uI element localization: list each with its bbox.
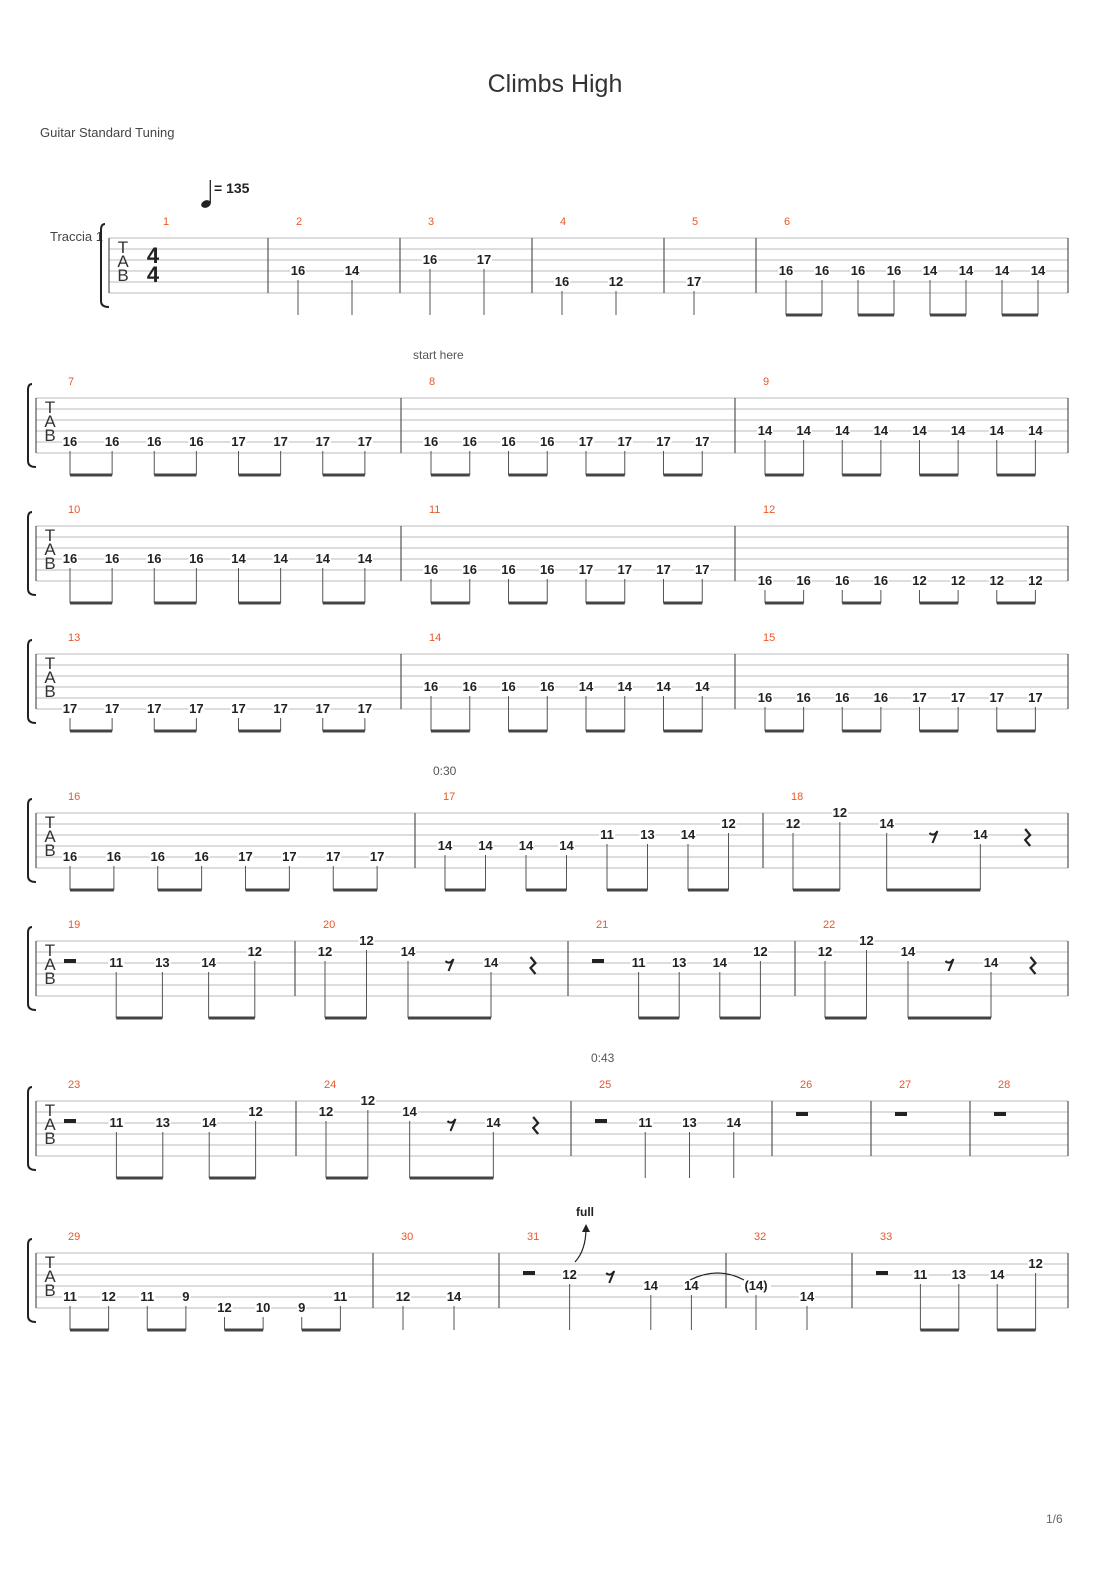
tab-system — [101, 216, 1068, 315]
fret-number: 14 — [900, 944, 916, 959]
tab-clef-letter: B — [44, 1129, 56, 1148]
fret-number: 14 — [437, 838, 453, 853]
fret-number: 16 — [423, 562, 439, 577]
fret-number: 16 — [147, 551, 162, 566]
measure-number: 7 — [68, 376, 75, 388]
quarter-rest-icon — [1031, 957, 1036, 974]
tab-clef-letter: B — [44, 1281, 56, 1300]
tab-clef-letter: A — [44, 1115, 56, 1134]
fret-number: 17 — [686, 274, 702, 289]
fret-number: 16 — [189, 434, 204, 449]
tab-clef-letter: A — [117, 252, 129, 271]
fret-number: 17 — [231, 701, 246, 716]
measure-number: 5 — [692, 216, 699, 228]
fret-number: 12 — [318, 1104, 334, 1119]
fret-number: 14 — [344, 263, 360, 278]
fret-number: 17 — [326, 849, 341, 864]
fret-number: 16 — [501, 434, 516, 449]
fret-number: 14 — [983, 955, 999, 970]
fret-number: 17 — [238, 849, 253, 864]
rest-icon — [796, 1112, 808, 1116]
fret-number: 14 — [796, 423, 811, 438]
fret-number: 16 — [835, 690, 850, 705]
fret-number: 14 — [799, 1289, 815, 1304]
fret-number: 14 — [989, 1267, 1005, 1282]
measure-number: 27 — [899, 1079, 912, 1091]
tab-clef-letter: T — [44, 1101, 56, 1120]
tab-clef-letter: B — [44, 426, 56, 445]
rest-icon — [994, 1112, 1006, 1116]
fret-number: 13 — [155, 955, 170, 970]
measure-number: 33 — [880, 1231, 893, 1243]
fret-number: 16 — [290, 263, 306, 278]
measure-number: 12 — [763, 504, 776, 516]
tab-system — [28, 632, 1068, 731]
fret-number: (14) — [744, 1278, 768, 1293]
start-here-annotation: start here — [413, 348, 464, 362]
fret-number: 16 — [835, 573, 850, 588]
fret-number: 12 — [317, 944, 333, 959]
fret-number: 14 — [400, 944, 416, 959]
tab-clef-letter: A — [44, 668, 56, 687]
fret-number: 14 — [315, 551, 330, 566]
measure-number: 23 — [68, 1079, 81, 1091]
measure-number: 9 — [763, 376, 770, 388]
fret-number: 11 — [600, 827, 614, 842]
tab-clef-letter: A — [44, 827, 56, 846]
eighth-rest-icon — [930, 831, 938, 843]
fret-number: 12 — [832, 805, 848, 820]
fret-number: 12 — [989, 573, 1004, 588]
tab-clef-letter: T — [44, 526, 56, 545]
fret-number: 17 — [989, 690, 1004, 705]
fret-number: 14 — [922, 263, 938, 278]
fret-number: 14 — [578, 679, 594, 694]
measure-number: 2 — [296, 216, 303, 228]
rest-icon — [64, 1119, 76, 1123]
tab-clef-letter: A — [44, 412, 56, 431]
fret-number: 17 — [315, 701, 330, 716]
measure-number: 21 — [596, 919, 609, 931]
tab-clef-letter: B — [44, 554, 56, 573]
fret-number: 14 — [402, 1104, 417, 1119]
fret-number: 14 — [726, 1115, 741, 1130]
quarter-rest-icon — [531, 957, 536, 974]
time-signature-bottom: 4 — [146, 262, 160, 287]
tempo-value: = 135 — [214, 180, 250, 196]
tuning-label: Guitar Standard Tuning — [40, 125, 175, 140]
tab-clef-letter: A — [44, 540, 56, 559]
fret-number: 12 — [950, 573, 966, 588]
tab-clef-letter: T — [44, 813, 56, 832]
tab-system — [28, 1079, 1068, 1178]
fret-number: 12 — [395, 1289, 411, 1304]
fret-number: 11 — [631, 955, 646, 970]
fret-number: 13 — [640, 827, 655, 842]
system-bracket — [101, 224, 109, 307]
fret-number: 16 — [796, 690, 811, 705]
system-bracket — [28, 1087, 36, 1170]
score-title: Climbs High — [487, 70, 623, 98]
fret-number: 14 — [643, 1278, 659, 1293]
fret-number: 14 — [656, 679, 671, 694]
fret-number: 14 — [989, 423, 1004, 438]
fret-number: 17 — [695, 434, 710, 449]
fret-number: 16 — [757, 573, 773, 588]
measure-number: 25 — [599, 1079, 612, 1091]
fret-number: 16 — [778, 263, 794, 278]
fret-number: 17 — [273, 701, 288, 716]
fret-number: 17 — [1028, 690, 1043, 705]
fret-number: 14 — [478, 838, 493, 853]
fret-number: 16 — [540, 434, 555, 449]
fret-number: 14 — [446, 1289, 462, 1304]
fret-number: 17 — [315, 434, 330, 449]
fret-number: 14 — [835, 423, 850, 438]
tab-system — [28, 504, 1068, 603]
fret-number: 14 — [973, 827, 988, 842]
fret-number: 17 — [695, 562, 710, 577]
quarter-rest-icon — [533, 1117, 538, 1134]
fret-number: 11 — [109, 1115, 124, 1130]
measure-number: 19 — [68, 919, 81, 931]
eighth-rest-icon — [606, 1271, 614, 1283]
tab-clef-letter: A — [44, 1267, 56, 1286]
fret-number: 14 — [201, 1115, 217, 1130]
fret-number: 17 — [189, 701, 204, 716]
fret-number: 16 — [850, 263, 866, 278]
measure-number: 32 — [754, 1231, 767, 1243]
fret-number: 16 — [501, 679, 516, 694]
fret-number: 16 — [150, 849, 165, 864]
fret-number: 16 — [423, 679, 439, 694]
fret-number: 17 — [950, 690, 966, 705]
measure-number: 16 — [68, 791, 81, 803]
measure-number: 13 — [68, 632, 81, 644]
fret-number: 14 — [695, 679, 710, 694]
fret-number: 12 — [912, 573, 927, 588]
fret-number: 12 — [248, 1104, 263, 1119]
fret-number: 17 — [357, 434, 373, 449]
fret-number: 16 — [873, 690, 889, 705]
measure-number: 22 — [823, 919, 836, 931]
measure-number: 8 — [429, 376, 436, 388]
fret-number: 11 — [913, 1267, 928, 1282]
fret-number: 12 — [1028, 1256, 1043, 1271]
page-number: 1/6 — [1046, 1512, 1063, 1526]
fret-number: 16 — [814, 263, 830, 278]
fret-number: 14 — [684, 1278, 699, 1293]
fret-number: 11 — [109, 955, 124, 970]
fret-number: 14 — [559, 838, 574, 853]
tab-system — [28, 791, 1068, 890]
quarter-rest-icon — [1025, 829, 1030, 846]
bend-arrow — [575, 1228, 586, 1262]
fret-number: 14 — [680, 827, 696, 842]
system-bracket — [28, 512, 36, 595]
fret-number: 17 — [656, 434, 671, 449]
fret-number: 16 — [462, 679, 477, 694]
fret-number: 16 — [189, 551, 204, 566]
fret-number: 11 — [63, 1289, 77, 1304]
measure-number: 1 — [163, 216, 170, 228]
eighth-rest-icon — [946, 959, 954, 971]
fret-number: 16 — [462, 434, 477, 449]
fret-number: 12 — [360, 1093, 376, 1108]
fret-number: 17 — [104, 701, 120, 716]
fret-number: 16 — [147, 434, 162, 449]
fret-number: 14 — [873, 423, 889, 438]
fret-number: 11 — [333, 1289, 348, 1304]
measure-number: 10 — [68, 504, 81, 516]
rest-icon — [895, 1112, 907, 1116]
fret-number: 14 — [1030, 263, 1046, 278]
fret-number: 10 — [255, 1300, 271, 1315]
fret-number: 13 — [671, 955, 687, 970]
measure-number: 26 — [800, 1079, 813, 1091]
fret-number: 12 — [217, 1300, 232, 1315]
measure-number: 20 — [323, 919, 336, 931]
rest-icon — [523, 1271, 535, 1275]
fret-number: 14 — [483, 955, 499, 970]
tab-clef-letter: T — [44, 398, 56, 417]
fret-number: 17 — [912, 690, 927, 705]
fret-number: 9 — [182, 1289, 190, 1304]
tab-clef-letter: B — [117, 266, 129, 285]
tab-clef-letter: T — [44, 654, 56, 673]
fret-number: 14 — [617, 679, 632, 694]
fret-number: 14 — [712, 955, 728, 970]
tab-clef-letter: T — [117, 238, 129, 257]
fret-number: 16 — [104, 434, 120, 449]
fret-number: 17 — [62, 701, 78, 716]
fret-number: 12 — [608, 274, 624, 289]
fret-number: 17 — [578, 434, 594, 449]
rest-icon — [595, 1119, 607, 1123]
tab-system — [28, 376, 1068, 475]
fret-number: 16 — [62, 849, 78, 864]
eighth-rest-icon — [446, 959, 454, 971]
measure-number: 18 — [791, 791, 804, 803]
fret-number: 16 — [540, 562, 555, 577]
fret-number: 14 — [518, 838, 534, 853]
bend-label: full — [576, 1205, 594, 1219]
measure-number: 30 — [401, 1231, 414, 1243]
fret-number: 14 — [201, 955, 216, 970]
fret-number: 16 — [62, 551, 78, 566]
fret-number: 12 — [1028, 573, 1043, 588]
fret-number: 12 — [101, 1289, 116, 1304]
tab-system — [28, 919, 1068, 1018]
fret-number: 16 — [757, 690, 773, 705]
fret-number: 12 — [753, 944, 768, 959]
rest-icon — [592, 959, 604, 963]
tab-clef-letter: T — [44, 1253, 56, 1272]
time-signature-top: 4 — [146, 243, 160, 268]
tab-clef-letter: B — [44, 841, 56, 860]
time-marker-0-30: 0:30 — [433, 764, 457, 778]
tab-clef-letter: A — [44, 955, 56, 974]
system-bracket — [28, 1239, 36, 1322]
fret-number: 17 — [617, 562, 632, 577]
fret-number: 14 — [912, 423, 927, 438]
fret-number: 16 — [873, 573, 889, 588]
fret-number: 14 — [757, 423, 773, 438]
fret-number: 14 — [994, 263, 1010, 278]
fret-number: 16 — [501, 562, 516, 577]
measure-number: 14 — [429, 632, 442, 644]
system-bracket — [28, 927, 36, 1010]
measure-number: 4 — [560, 216, 567, 228]
fret-number: 17 — [147, 701, 162, 716]
fret-number: 17 — [369, 849, 385, 864]
fret-number: 12 — [859, 933, 874, 948]
fret-number: 16 — [62, 434, 78, 449]
system-bracket — [28, 384, 36, 467]
fret-number: 16 — [423, 434, 439, 449]
fret-number: 12 — [817, 944, 833, 959]
rest-icon — [64, 959, 76, 963]
fret-number: 16 — [796, 573, 811, 588]
fret-number: 12 — [785, 816, 801, 831]
measure-number: 15 — [763, 632, 776, 644]
fret-number: 17 — [578, 562, 594, 577]
measure-number: 17 — [443, 791, 456, 803]
tab-system — [28, 1231, 1068, 1330]
measure-number: 24 — [324, 1079, 337, 1091]
measure-number: 31 — [527, 1231, 540, 1243]
fret-number: 13 — [951, 1267, 967, 1282]
fret-number: 13 — [155, 1115, 171, 1130]
measure-number: 29 — [68, 1231, 81, 1243]
fret-number: 12 — [247, 944, 263, 959]
fret-number: 16 — [886, 263, 902, 278]
fret-number: 9 — [298, 1300, 306, 1315]
fret-number: 16 — [422, 252, 438, 267]
fret-number: 16 — [554, 274, 570, 289]
fret-number: 13 — [682, 1115, 697, 1130]
fret-number: 12 — [359, 933, 374, 948]
bend-arrowhead-icon — [582, 1224, 590, 1232]
time-marker-0-43: 0:43 — [591, 1051, 615, 1065]
fret-number: 16 — [104, 551, 120, 566]
measure-number: 11 — [429, 504, 441, 516]
fret-number: 11 — [140, 1289, 155, 1304]
fret-number: 17 — [617, 434, 632, 449]
fret-number: 12 — [721, 816, 736, 831]
measure-number: 6 — [784, 216, 791, 228]
fret-number: 14 — [950, 423, 966, 438]
fret-number: 17 — [656, 562, 671, 577]
fret-number: 14 — [273, 551, 288, 566]
fret-number: 17 — [273, 434, 288, 449]
track-name: Traccia 1 — [50, 229, 103, 244]
eighth-rest-icon — [448, 1119, 456, 1131]
fret-number: 14 — [1028, 423, 1043, 438]
fret-number: 17 — [357, 701, 373, 716]
fret-number: 16 — [540, 679, 555, 694]
tab-clef-letter: B — [44, 969, 56, 988]
fret-number: 16 — [462, 562, 477, 577]
fret-number: 14 — [879, 816, 894, 831]
fret-number: 17 — [231, 434, 246, 449]
fret-number: 14 — [231, 551, 246, 566]
tab-clef-letter: B — [44, 682, 56, 701]
fret-number: 17 — [282, 849, 297, 864]
fret-number: 16 — [106, 849, 122, 864]
fret-number: 14 — [357, 551, 373, 566]
rest-icon — [876, 1271, 888, 1275]
measure-number: 3 — [428, 216, 435, 228]
fret-number: 14 — [958, 263, 974, 278]
fret-number: 17 — [476, 252, 492, 267]
fret-number: 14 — [486, 1115, 501, 1130]
fret-number: 11 — [638, 1115, 653, 1130]
measure-number: 28 — [998, 1079, 1011, 1091]
fret-number: 16 — [194, 849, 209, 864]
system-bracket — [28, 640, 36, 723]
fret-number: 12 — [562, 1267, 577, 1282]
system-bracket — [28, 799, 36, 882]
tab-clef-letter: T — [44, 941, 56, 960]
